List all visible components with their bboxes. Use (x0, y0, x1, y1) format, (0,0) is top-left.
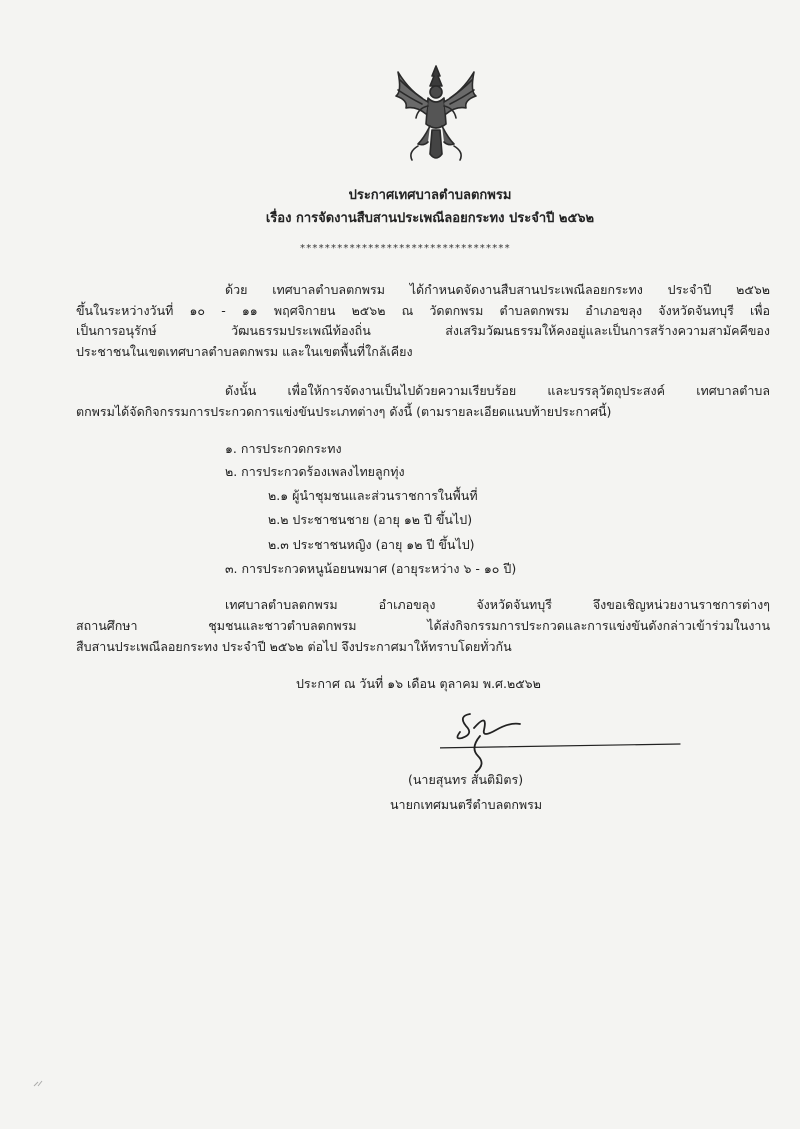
signature-icon (440, 702, 690, 774)
list-sub-item: ๒.๓ ประชาชนหญิง (อายุ ๑๒ ปี ขึ้นไป) (268, 537, 475, 552)
list-item: ๒. การประกวดร้องเพลงไทยลูกทุ่ง (225, 464, 405, 479)
signatory-position: นายกเทศมนตรีตำบลตกพรม (390, 797, 543, 812)
list-item: ๓. การประกวดหนูน้อยนพมาศ (อายุระหว่าง ๖ - ๑๐ ปี) (225, 561, 517, 576)
announcement-subject: เรื่อง การจัดงานสืบสานประเพณีลอยกระทง ประจำปี ๒๕๖๒ (265, 211, 595, 226)
paragraph-2-line-2: ตกพรมได้จัดกิจกรรมการประกวดการแข่งขันประเภทต่างๆ ดังนี้ (ตามรายละเอียดแนบท้ายประกาศนี้) (76, 404, 612, 419)
signatory-name: (นายสุนทร สันติมิตร) (408, 772, 524, 787)
garuda-emblem-icon (388, 62, 484, 166)
paragraph-1-line-2: ขึ้นในระหว่างวันที่ ๑๐ - ๑๑ พฤศจิกายน ๒๕๖๒ ณ วัดตกพรม ตำบลตกพรม อำเภอขลุง จังหวัดจันทบุรี เพื่อ (76, 303, 770, 318)
paragraph-1-line-4: ประชาชนในเขตเทศบาลตำบลตกพรม และในเขตพื้นที่ใกล้เคียง (76, 344, 413, 359)
announcement-date: ประกาศ ณ วันที่ ๑๖ เดือน ตุลาคม พ.ศ.๒๕๖๒ (296, 676, 541, 691)
paragraph-3-line-2: สถานศึกษา ชุมชนและชาวตำบลตกพรม ได้ส่งกิจกรรมการประกวดและการแข่งขันดังกล่าวเข้าร่วมในงาน (76, 618, 770, 633)
separator-line: ********************************** (300, 243, 511, 254)
paragraph-2-line-1: ดังนั้น เพื่อให้การจัดงานเป็นไปด้วยความเรียบร้อย และบรรลุวัตถุประสงค์ เทศบาลตำบล (225, 383, 770, 398)
list-item: ๑. การประกวดกระทง (225, 441, 342, 456)
list-sub-item: ๒.๑ ผู้นำชุมชนและส่วนราชการในพื้นที่ (268, 488, 478, 503)
list-sub-item: ๒.๒ ประชาชนชาย (อายุ ๑๒ ปี ขึ้นไป) (268, 512, 473, 527)
paragraph-1-line-3: เป็นการอนุรักษ์ วัฒนธรรมประเพณีท้องถิ่น ส่งเสริมวัฒนธรรมให้คงอยู่และเป็นการสร้างความสามัคคีของ (76, 323, 770, 338)
paragraph-3-line-3: สืบสานประเพณีลอยกระทง ประจำปี ๒๕๖๒ ต่อไป จึงประกาศมาให้ทราบโดยทั่วกัน (76, 639, 512, 654)
announcement-title: ประกาศเทศบาลตำบลตกพรม (348, 188, 512, 203)
scan-mark-icon (32, 1078, 46, 1088)
paragraph-1-line-1: ด้วย เทศบาลตำบลตกพรม ได้กำหนดจัดงานสืบสานประเพณีลอยกระทง ประจำปี ๒๕๖๒ (225, 282, 770, 297)
paragraph-3-line-1: เทศบาลตำบลตกพรม อำเภอขลุง จังหวัดจันทบุรี จึงขอเชิญหน่วยงานราชการต่างๆ (225, 597, 770, 612)
